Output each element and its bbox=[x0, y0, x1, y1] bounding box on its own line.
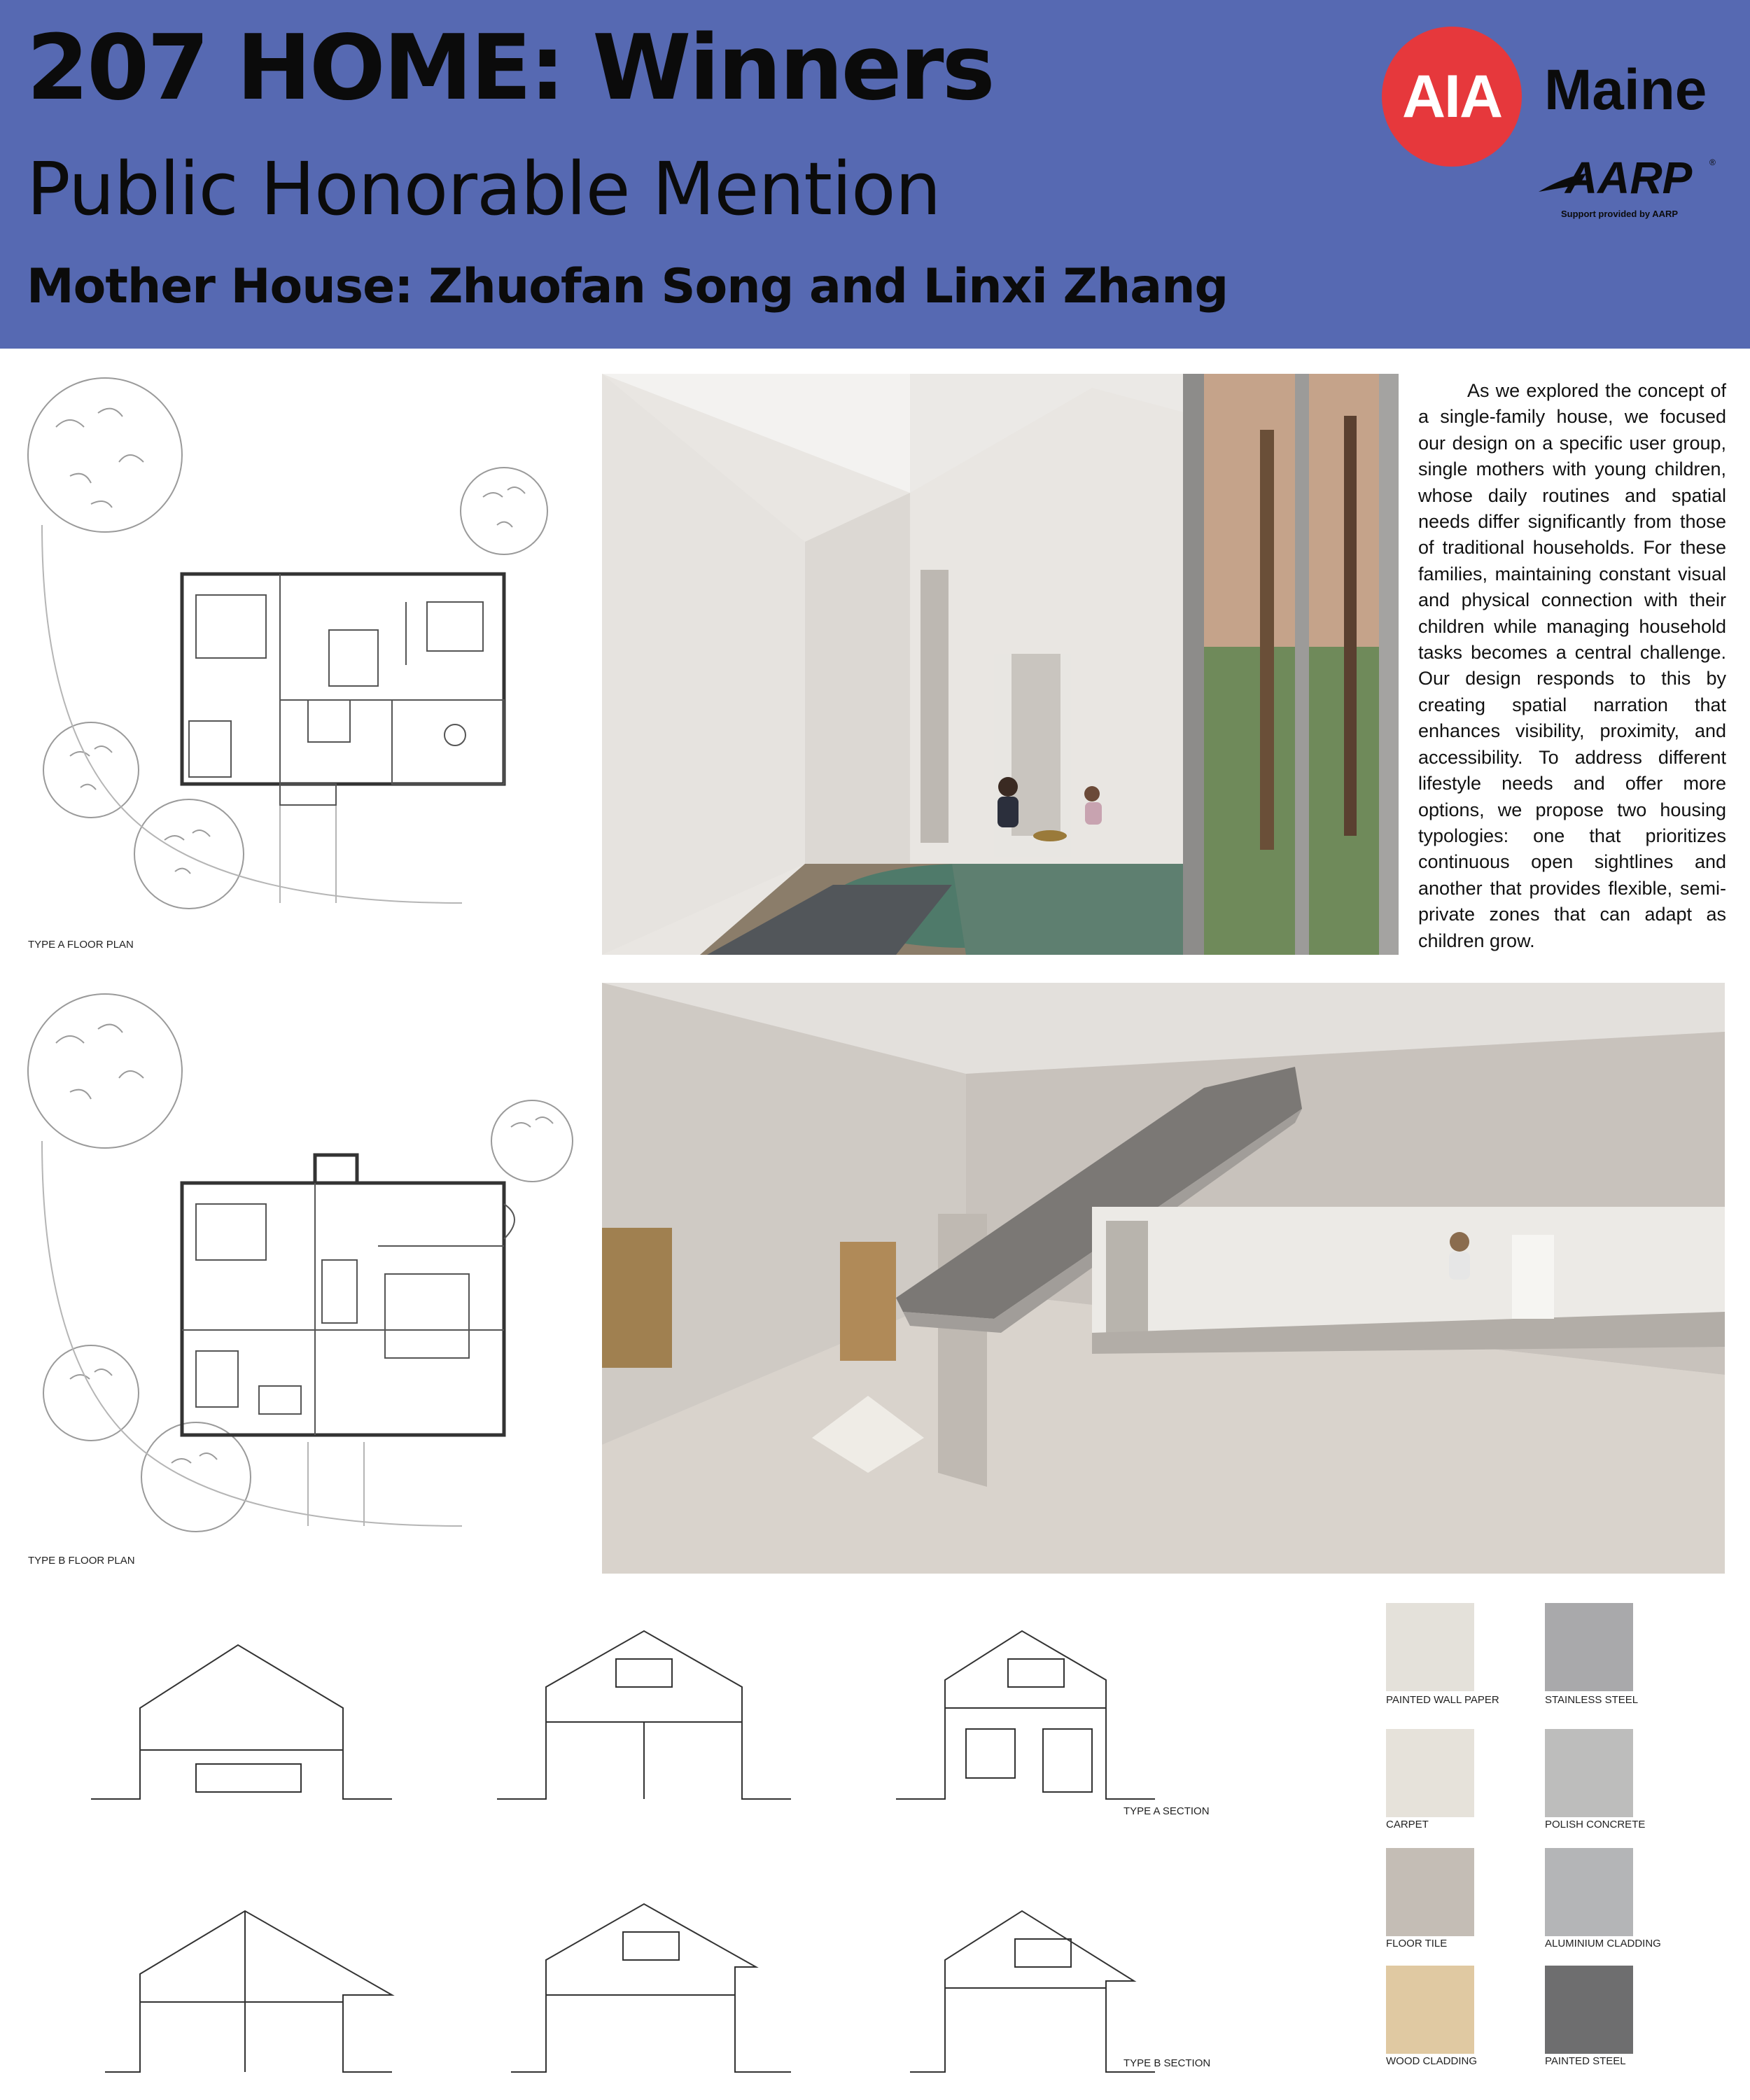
material-swatch-carpet bbox=[1386, 1729, 1474, 1817]
svg-text:AARP: AARP bbox=[1565, 153, 1693, 203]
aia-logo: AIA bbox=[1382, 27, 1522, 167]
aarp-logo bbox=[1537, 148, 1719, 204]
type-a-floor-plan bbox=[14, 371, 602, 951]
page-title: 207 HOME: Winners bbox=[27, 16, 993, 120]
material-swatch-painted-wall-paper bbox=[1386, 1603, 1474, 1691]
render-living-room bbox=[602, 374, 1399, 955]
material-swatch-floor-tile bbox=[1386, 1848, 1474, 1936]
svg-text:®: ® bbox=[1709, 158, 1716, 167]
type-b-section-2 bbox=[511, 1904, 791, 2072]
material-swatch-wood-cladding bbox=[1386, 1966, 1474, 2054]
material-swatch-polish-concrete bbox=[1545, 1729, 1633, 1817]
tree-icon bbox=[461, 468, 547, 554]
type-b-floor-plan-caption: TYPE B FLOOR PLAN bbox=[28, 1555, 135, 1567]
tree-icon bbox=[141, 1422, 251, 1532]
material-label: ALUMINIUM CLADDING bbox=[1545, 1938, 1661, 1949]
maine-logo-text: Maine bbox=[1544, 58, 1707, 122]
material-label: STAINLESS STEEL bbox=[1545, 1694, 1639, 1706]
type-b-section-caption: TYPE B SECTION bbox=[1124, 2057, 1211, 2069]
tree-icon bbox=[43, 1345, 139, 1441]
aarp-support-text: Support provided by AARP bbox=[1561, 209, 1679, 219]
material-swatch-painted-steel bbox=[1545, 1966, 1633, 2054]
tree-icon bbox=[28, 994, 182, 1148]
material-label: CARPET bbox=[1386, 1819, 1429, 1830]
type-b-floor-plan bbox=[14, 980, 602, 1568]
render-bedroom bbox=[602, 983, 1725, 1574]
type-b-section-1 bbox=[105, 1911, 392, 2072]
material-label: POLISH CONCRETE bbox=[1545, 1819, 1646, 1830]
tree-icon bbox=[134, 799, 244, 909]
material-label: WOOD CLADDING bbox=[1386, 2055, 1478, 2067]
material-label: FLOOR TILE bbox=[1386, 1938, 1448, 1949]
type-a-section-caption: TYPE A SECTION bbox=[1124, 1805, 1210, 1817]
type-a-floor-plan-caption: TYPE A FLOOR PLAN bbox=[28, 939, 134, 951]
tree-icon bbox=[43, 722, 139, 818]
header-banner bbox=[0, 0, 1750, 349]
page-subtitle: Public Honorable Mention bbox=[27, 146, 941, 232]
material-swatch-stainless-steel bbox=[1545, 1603, 1633, 1691]
project-description: As we explored the concept of a single-family house, we focused our design on a specific user group, single mothers with young children, whose daily routines and spatial needs differ significantly from those of traditional households. For these families, maintaining constant visual and physical connection with their children while managing household tasks becomes a central challenge. Our design responds to this by creating spatial narration that enhances visibility, proximity, and accessibility. To address different lifestyle needs and offer more options, we propose two housing typologies: one that prioritizes continuous open sightlines and another that provides flexible, semi-private zones that can adapt as children grow. bbox=[1418, 380, 1726, 951]
building-sections bbox=[84, 1603, 1232, 2093]
type-a-section-2 bbox=[497, 1631, 791, 1799]
type-a-section-3 bbox=[896, 1631, 1155, 1799]
material-label: PAINTED STEEL bbox=[1545, 2055, 1626, 2067]
tree-icon bbox=[491, 1100, 573, 1182]
project-title: Mother House: Zhuofan Song and Linxi Zhang bbox=[27, 259, 1228, 314]
tree-icon bbox=[28, 378, 182, 532]
type-a-section-1 bbox=[91, 1645, 392, 1799]
material-label: PAINTED WALL PAPER bbox=[1386, 1694, 1499, 1706]
type-b-section-3 bbox=[910, 1911, 1155, 2072]
material-swatch-aluminium-cladding bbox=[1545, 1848, 1633, 1936]
